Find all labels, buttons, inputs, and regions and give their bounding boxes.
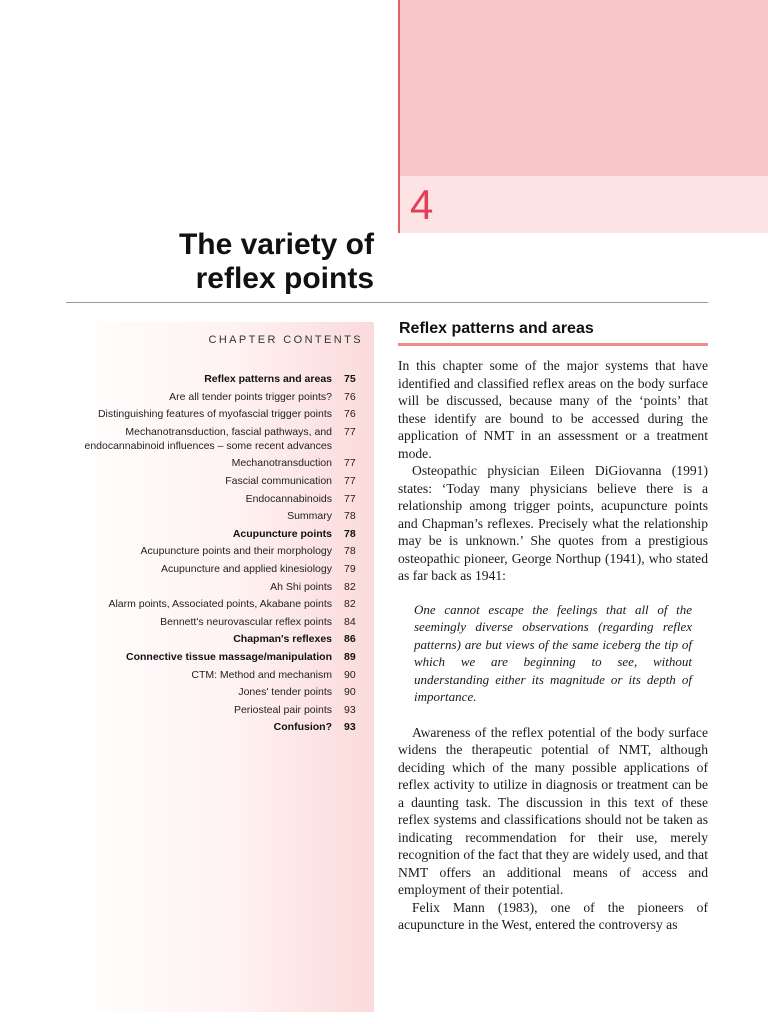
toc-entry-label: Fascial communication xyxy=(225,474,332,487)
toc-entry-page: 77 xyxy=(344,474,356,487)
toc-entry-page: 77 xyxy=(344,457,356,470)
toc-entry[interactable] xyxy=(66,703,366,717)
toc-entry-label: Are all tender points trigger points? xyxy=(169,390,332,403)
toc-entry-page: 82 xyxy=(344,580,356,593)
block-quote: One cannot escape the feelings that all of the seemingly diverse observations (regarding reflex patterns) are but views of the same iceberg the tip of which we are beginning to see, without understanding either its magnitude or its depth of importance. xyxy=(414,601,692,704)
toc-entry-page: 77 xyxy=(344,492,356,505)
toc-entry-label: Acupuncture points xyxy=(232,527,332,540)
chapter-title-line1: The variety of xyxy=(178,228,374,261)
toc-entry[interactable] xyxy=(66,580,366,594)
toc-entry[interactable] xyxy=(66,390,366,404)
toc-entry-page: 78 xyxy=(344,510,356,523)
toc-entry-page: 89 xyxy=(344,650,356,663)
toc-entry-page: 93 xyxy=(344,703,356,716)
toc-entry-label: Periosteal pair points xyxy=(233,703,332,716)
toc-entry-page: 90 xyxy=(344,686,356,699)
toc-entry-page: 77 xyxy=(344,425,356,438)
toc-entry-label: Endocannabinoids xyxy=(245,492,332,505)
toc-entry-page: 76 xyxy=(344,408,356,421)
body-text-column xyxy=(398,357,708,934)
toc-entry-page: 90 xyxy=(344,668,356,681)
toc-entry[interactable] xyxy=(66,509,366,523)
toc-entry[interactable] xyxy=(66,615,366,629)
toc-entry-label: Connective tissue massage/manipulation xyxy=(126,650,332,663)
toc-entry-label: Chapman's reflexes xyxy=(233,633,332,646)
toc-entry[interactable] xyxy=(66,372,366,386)
section-heading: Reflex patterns and areas xyxy=(399,320,594,337)
toc-entry-label: Ah Shi points xyxy=(270,580,332,593)
toc-entry-label: Distinguishing features of myofascial trigger points xyxy=(97,408,332,421)
title-divider xyxy=(66,302,708,303)
toc-entry[interactable] xyxy=(66,425,366,453)
toc-entry-label: Acupuncture and applied kinesiology xyxy=(160,562,332,575)
toc-entry[interactable] xyxy=(66,544,366,558)
toc-entry-page: 84 xyxy=(344,615,356,628)
toc-entry-label: Bennett's neurovascular reflex points xyxy=(160,615,332,628)
toc-entry-page: 82 xyxy=(344,598,356,611)
toc-entry-page: 76 xyxy=(344,390,356,403)
chapter-color-block xyxy=(398,0,768,233)
toc-entry[interactable] xyxy=(66,492,366,506)
toc-entry[interactable] xyxy=(66,632,366,646)
toc-entry[interactable] xyxy=(66,668,366,682)
contents-heading: CHAPTER CONTENTS xyxy=(208,334,363,346)
toc-entry-label: Mechanotransduction xyxy=(231,457,332,470)
toc-entry[interactable] xyxy=(66,407,366,421)
toc-entry-page: 78 xyxy=(344,527,356,540)
chapter-block-lower xyxy=(398,176,768,233)
toc-entry-label: Reflex patterns and areas xyxy=(204,373,332,385)
toc-entry[interactable] xyxy=(66,650,366,664)
table-of-contents xyxy=(66,372,366,738)
section-heading-rule xyxy=(398,343,708,346)
toc-entry-label: Acupuncture points and their morphology xyxy=(140,545,332,558)
toc-entry-page: 75 xyxy=(344,373,356,385)
toc-entry-label: Summary xyxy=(287,510,332,523)
toc-entry[interactable] xyxy=(66,597,366,611)
toc-entry[interactable] xyxy=(66,456,366,470)
toc-entry[interactable] xyxy=(66,720,366,734)
toc-entry[interactable] xyxy=(66,527,366,541)
chapter-number: 4 xyxy=(410,181,434,228)
paragraph-2: Osteopathic physician Eileen DiGiovanna (1991) states: ‘Today many physicians believe there is a relationship among trigger points, acupuncture points and Chapman’s reflexes. Precisely what the relationship may be is unknown.’ She quotes from a prestigious osteopathic pioneer, George Northup (1941), who stated as far back as 1941: xyxy=(398,463,708,583)
paragraph-4: Felix Mann (1983), one of the pioneers of acupuncture in the West, entered the controversy as xyxy=(398,899,708,932)
toc-entry-label: Jones' tender points xyxy=(238,686,332,699)
toc-entry-page: 93 xyxy=(344,721,356,734)
toc-entry-label: CTM: Method and mechanism xyxy=(191,668,332,681)
toc-entry-label: Mechanotransduction, fascial pathways, and endocannabinoid influences – some recent advances xyxy=(84,425,332,452)
chapter-block-upper xyxy=(398,0,768,176)
chapter-title xyxy=(179,228,374,296)
toc-entry-page: 79 xyxy=(344,562,356,575)
paragraph-1: In this chapter some of the major systems that have identified and classified reflex areas on the body surface will be discussed, because many of the ‘points’ that these identify are bound to be accessed during the application of NMT in an assessment or a treatment mode. xyxy=(398,358,708,461)
toc-entry-label: Confusion? xyxy=(273,721,332,734)
toc-entry-label: Alarm points, Associated points, Akabane points xyxy=(108,598,332,611)
toc-entry[interactable] xyxy=(66,474,366,488)
chapter-title-line2: reflex points xyxy=(195,262,374,295)
toc-entry-page: 78 xyxy=(344,545,356,558)
toc-entry-page: 86 xyxy=(344,633,356,646)
paragraph-3: Awareness of the reflex potential of the body surface widens the therapeutic potential of NMT, although deciding which of the many possible applications of reflex activity to utilize in diagnosis or treatment can be a daunting task. The discussion in this text of these reflex systems and classifications should not be taken as indicating recommendation for their use, merely recognition of the fact that they are widely used, and that NMT offers an additional means of access and employment of their potential. xyxy=(398,724,708,897)
toc-entry[interactable] xyxy=(66,685,366,699)
toc-entry[interactable] xyxy=(66,562,366,576)
